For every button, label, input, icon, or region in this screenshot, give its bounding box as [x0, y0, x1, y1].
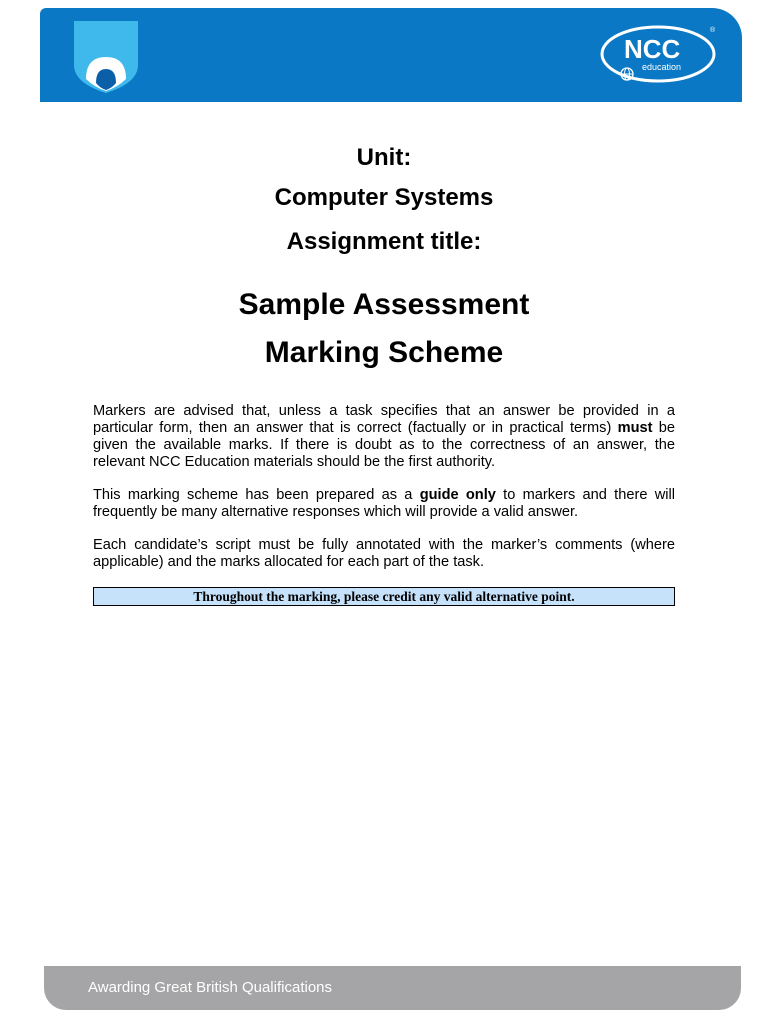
credit-note-box: Throughout the marking, please credit any valid alternative point.: [93, 587, 675, 606]
assignment-title-label: Assignment title:: [286, 228, 482, 255]
unit-name: Computer Systems: [274, 184, 494, 211]
paragraph-markers-advice: Markers are advised that, unless a task specifies that an answer be provided in a particular form, then an answer that is correct (factually or in practical terms) must be given the available marks. If there is doubt as to the correctness of an answer, the relevant NCC Education materials should be the first authority.: [93, 403, 675, 470]
document-title-line1: Sample Assessment: [238, 288, 530, 321]
unit-label: Unit:: [356, 144, 412, 171]
logo-text: NCC: [624, 34, 681, 64]
paragraph-annotation: Each candidate’s script must be fully annotated with the marker’s comments (where applicable) and the marks allocated for each part of the task.: [93, 537, 675, 570]
logo-subtext: education: [642, 62, 682, 72]
emphasis-must: must: [617, 420, 653, 436]
footer-tagline: Awarding Great British Qualifications: [88, 979, 332, 996]
document-title-line2: Marking Scheme: [264, 336, 504, 369]
paragraph-guide-only: This marking scheme has been prepared as a guide only to markers and there will frequently be many alternative responses which will provide a valid answer.: [93, 487, 675, 520]
shield-icon: [74, 21, 138, 93]
ncc-education-logo: [600, 22, 720, 86]
registered-mark: ®: [710, 27, 716, 34]
emphasis-guide-only: guide only: [419, 487, 496, 503]
